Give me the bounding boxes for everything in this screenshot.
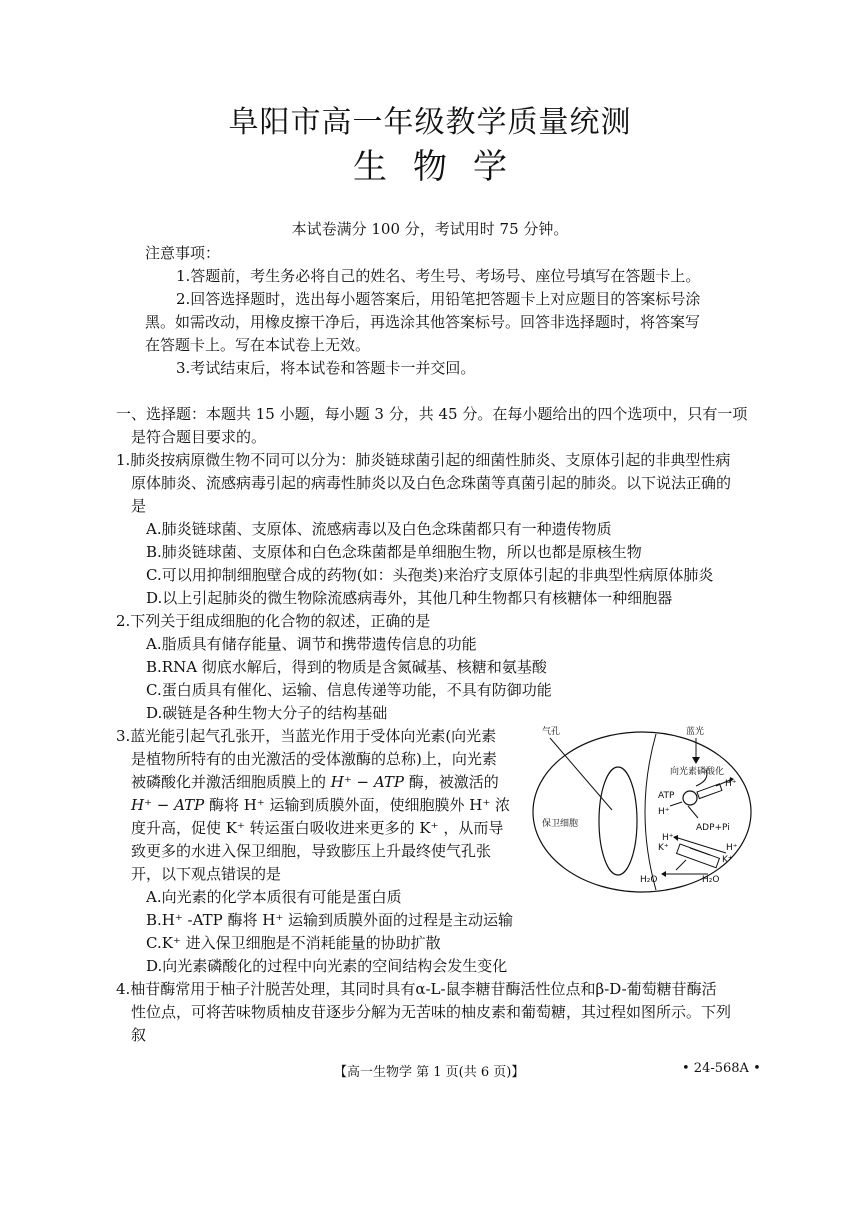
notice-item-1: 1.答题前，考生务必将自己的姓名、考生号、考场号、座位号填写在答题卡上。 xyxy=(176,267,701,285)
q3-option-a: A.向光素的化学本质很有可能是蛋白质 xyxy=(146,888,402,906)
q3-stem-cont5: 致更多的水进入保卫细胞，导致膨压上升最终使气孔张 xyxy=(131,842,492,860)
notice-item-2: 2.回答选择题时，选出每小题答案后，用铅笔把答题卡上对应题目的答案标号涂 xyxy=(176,290,701,308)
guard-cell-diagram xyxy=(530,722,755,894)
stoma-pointer xyxy=(550,738,612,810)
q4-stem: 4.柚苷酶常用于柚子汁脱苦处理，其同时具有α-L-鼠李糖苷酶活性位点和β-D-葡萄糖苷酶活 xyxy=(116,980,717,998)
label-guard-cell: 保卫细胞 xyxy=(542,819,579,829)
q1-stem: 1.肺炎按病原微生物不同可以分为：肺炎链球菌引起的细菌性肺炎、支原体引起的非典型性病 xyxy=(116,451,731,469)
exam-subject: 生物学 xyxy=(353,147,533,187)
h-arrow xyxy=(670,802,682,806)
q1-option-d: D.以上引起肺炎的微生物除流感病毒外，其他几种生物都只有核糖体一种细胞器 xyxy=(146,589,673,607)
section-heading: 一、选择题：本题共 15 小题，每小题 3 分，共 45 分。在每小题给出的四个选项中，只有一项 xyxy=(116,405,748,423)
q3-stem-cont: 是植物所特有的由光激活的受体激酶的总称)上，向光素 xyxy=(131,750,497,768)
label-h-outside: H⁺ xyxy=(726,843,738,853)
q3-text: 酶，被激活的 xyxy=(404,773,499,791)
arrow-head xyxy=(661,871,666,877)
q2-option-c: C.蛋白质具有催化、运输、信息传递等功能，不具有防御功能 xyxy=(146,681,552,699)
q1-stem-cont: 原体肺炎、流感病毒引起的病毒性肺炎以及白色念珠菌等真菌引起的肺炎。以下说法正确的 xyxy=(131,474,732,492)
q1-option-a: A.肺炎链球菌、支原体、流感病毒以及白色念珠菌都只有一种遗传物质 xyxy=(146,520,612,538)
water-arrow-2 xyxy=(676,860,686,870)
q2-stem: 2.下列关于组成细胞的化合物的叙述，正确的是 xyxy=(116,612,431,630)
q2-option-b: B.RNA 彻底水解后，得到的物质是含氮碱基、核糖和氨基酸 xyxy=(146,658,547,676)
label-water-out: H₂O xyxy=(702,875,720,885)
q3-stem: 3.蓝光能引起气孔张开，当蓝光作用于受体向光素(向光素 xyxy=(116,727,497,745)
arrow-head xyxy=(692,757,700,764)
exam-title: 阜阳市高一年级教学质量统测 xyxy=(228,105,632,140)
q4-stem-cont2: 叙 xyxy=(131,1026,147,1044)
label-phosphorylation: 向光素磷酸化 xyxy=(670,767,725,777)
q1-option-b: B.肺炎链球菌、支原体和白色念珠菌都是单细胞生物，所以也都是原核生物 xyxy=(146,543,642,561)
label-water-in: H₂O xyxy=(640,875,658,885)
notice-title: 注意事项： xyxy=(145,244,221,262)
notice-item-2-cont2: 在答题卡上。写在本试卷上无效。 xyxy=(145,336,371,354)
q3-stem-cont2 xyxy=(131,771,499,793)
arrow-head xyxy=(673,835,678,841)
q2-option-d: D.碳链是各种生物大分子的结构基础 xyxy=(146,704,388,722)
label-h-out: H⁺ xyxy=(725,779,737,789)
label-atp: ATP xyxy=(658,791,675,801)
label-k-channel: K⁺ xyxy=(658,843,669,853)
q1-option-c: C.可以用抑制细胞壁合成的药物(如：头孢类)来治疗支原体引起的非典型性病原体肺炎 xyxy=(146,566,714,584)
label-adp: ADP+Pi xyxy=(696,823,730,833)
q2-option-a: A.脂质具有储存能量、调节和携带遗传信息的功能 xyxy=(146,635,477,653)
page-footer: 【高一生物学 第 1 页(共 6 页)】 xyxy=(334,1065,525,1080)
q3-option-b: B.H⁺ -ATP 酶将 H⁺ 运输到质膜外面的过程是主动运输 xyxy=(146,911,514,929)
q3-option-c: C.K⁺ 进入保卫细胞是不消耗能量的协助扩散 xyxy=(146,934,441,952)
exam-summary: 本试卷满分 100 分，考试用时 75 分钟。 xyxy=(291,220,569,238)
q3-stem-cont4: 度升高，促使 K⁺ 转运蛋白吸收进来更多的 K⁺ ，从而导 xyxy=(131,819,504,837)
label-k-outside: K⁺ xyxy=(722,855,733,865)
q3-option-d: D.向光素磷酸化的过程中向光素的空间结构会发生变化 xyxy=(146,957,508,975)
stoma-pore xyxy=(599,767,637,875)
cell-wall-line xyxy=(645,734,656,890)
q1-stem-cont2: 是 xyxy=(131,497,147,515)
k-channel xyxy=(677,844,720,868)
adp-arrow xyxy=(688,806,698,818)
atpase-pump xyxy=(683,791,697,805)
notice-item-3: 3.考试结束后，将本试卷和答题卡一并交回。 xyxy=(176,359,476,377)
q3-text: 被磷酸化并激活细胞质膜上的 xyxy=(131,773,331,791)
q4-stem-cont: 性位点，可将苦味物质柚皮苷逐步分解为无苦味的柚皮素和葡萄糖，其过程如图所示。下列 xyxy=(131,1003,732,1021)
label-h-in: H⁺ xyxy=(658,807,670,817)
label-h-channel: H⁺ xyxy=(662,833,674,843)
q3-stem-cont3 xyxy=(131,794,510,816)
q3-stem-cont6: 开，以下观点错误的是 xyxy=(131,865,282,883)
section-heading-cont: 是符合题目要求的。 xyxy=(131,428,267,446)
paper-code: • 24-568A • xyxy=(682,1061,761,1076)
label-blue-light: 蓝光 xyxy=(686,727,705,737)
notice-item-2-cont: 黑。如需改动，用橡皮擦干净后，再选涂其他答案标号。回答非选择题时，将答案写 xyxy=(145,313,701,331)
q3-formula: H⁺ − ATP xyxy=(131,796,205,814)
q3-formula: H⁺ − ATP xyxy=(330,773,404,791)
label-stoma: 气孔 xyxy=(542,727,561,737)
pump-channel xyxy=(697,784,722,799)
q3-text: 酶将 H⁺ 运输到质膜外面，使细胞膜外 H⁺ 浓 xyxy=(204,796,511,814)
